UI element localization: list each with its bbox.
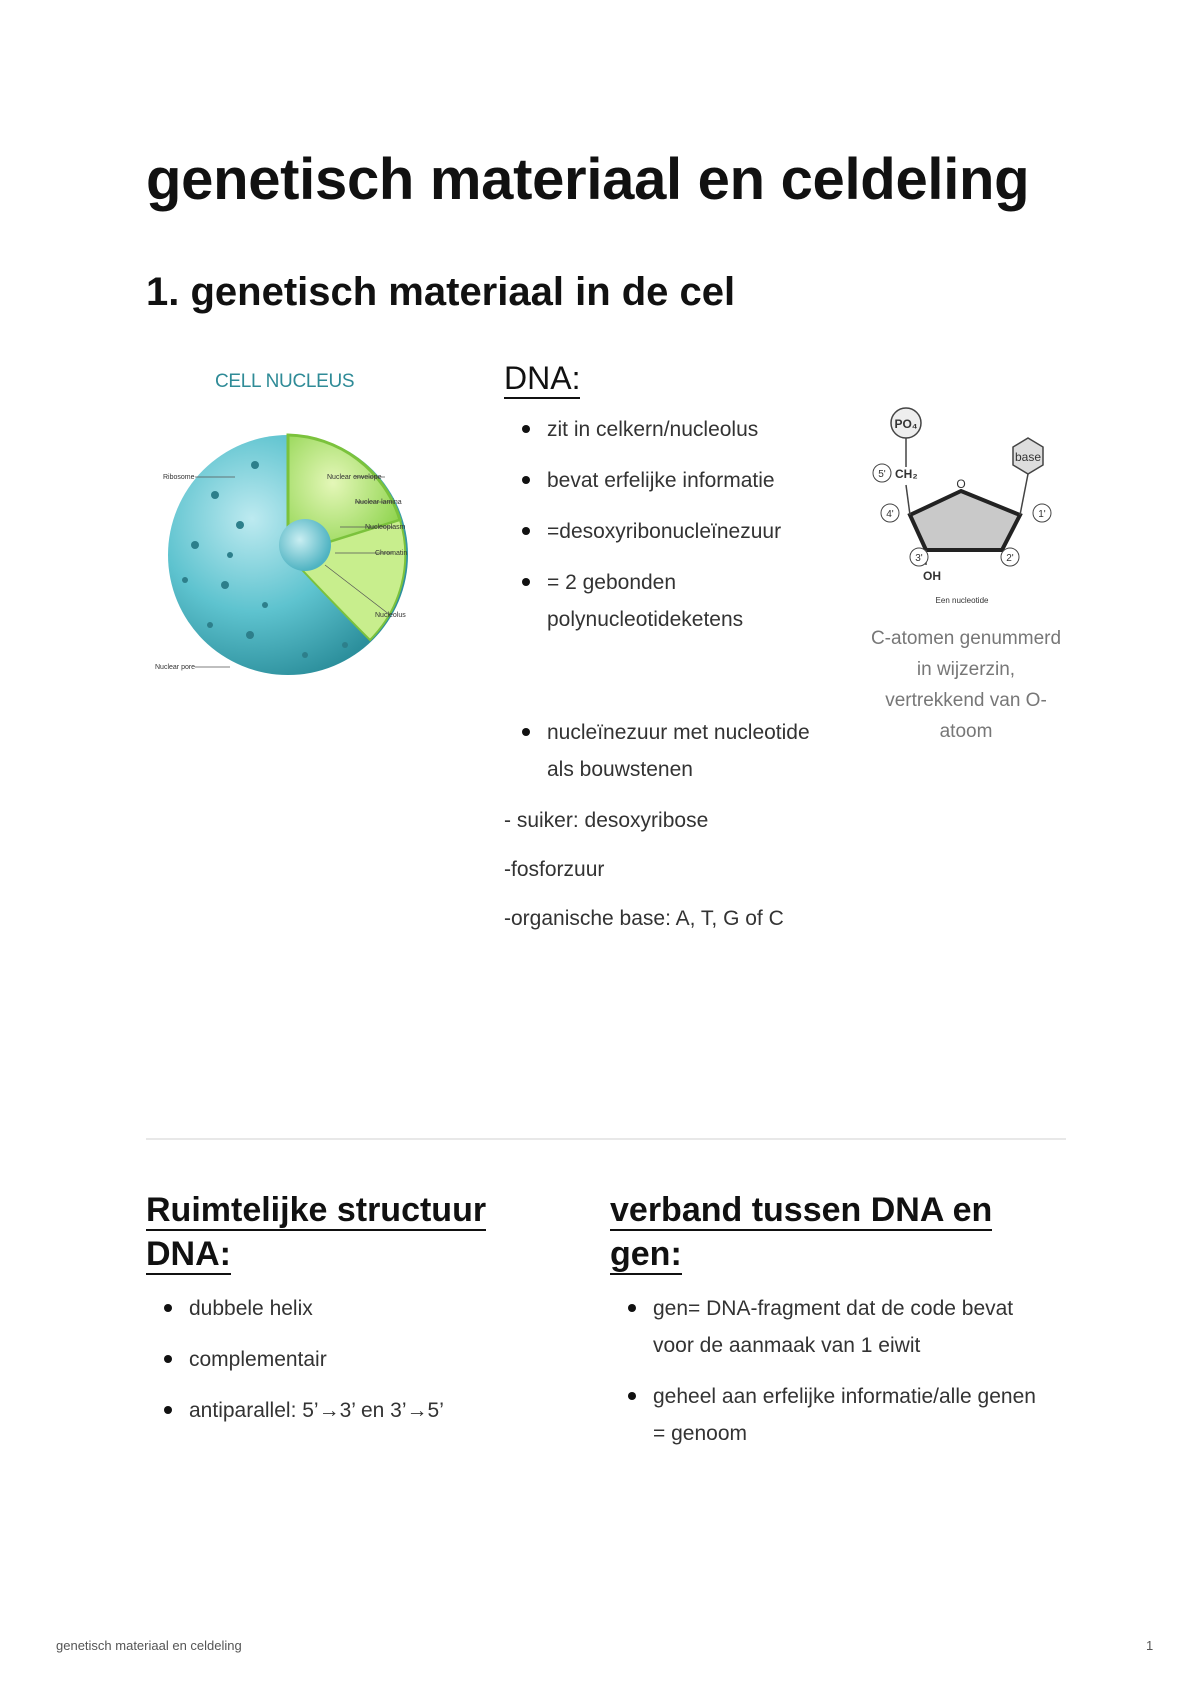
list-item: nucleïnezuur met nucleotide als bouwstenen	[504, 714, 834, 788]
label-base: base	[1014, 450, 1042, 464]
ruimtelijke-list	[146, 1290, 566, 1429]
footer-page-number: 1	[1146, 1638, 1154, 1653]
dna-line-base: -organische base: A, T, G of C	[504, 906, 784, 930]
label-nucleolus: Nucleolus	[375, 612, 406, 619]
label-pore: Nuclear pore	[155, 664, 196, 671]
label-lamina: Nuclear lamina	[355, 499, 402, 506]
dna-line-sugar: - suiker: desoxyribose	[504, 808, 709, 832]
list-item: bevat erfelijke informatie	[504, 462, 834, 499]
verband-heading: verband tussen DNA en gen:	[610, 1191, 993, 1273]
label-ch2: CH₂	[895, 467, 918, 481]
list-item: dubbele helix	[146, 1290, 566, 1327]
dna-list	[504, 411, 834, 638]
divider	[146, 1138, 1066, 1140]
nucleotide-figure	[866, 405, 1066, 775]
dna-heading: DNA:	[504, 360, 580, 399]
label-c1: 1'	[1038, 509, 1046, 520]
page-title: genetisch materiaal en celdeling	[146, 147, 1030, 212]
label-oh: OH	[923, 569, 941, 583]
nucleotide-diagram	[866, 405, 1066, 610]
nucleus-figure-title: CELL NUCLEUS	[215, 371, 355, 392]
label-c3: 3'	[915, 553, 923, 564]
label-nucleotide-name: Een nucleotide	[935, 596, 989, 605]
cell-nucleus-illustration	[155, 405, 455, 685]
verband-section	[610, 1188, 1050, 1466]
label-c4: 4'	[886, 509, 894, 520]
label-envelope: Nuclear envelope	[327, 474, 382, 481]
label-o: O	[956, 477, 966, 491]
list-item: = 2 gebonden polynucleotideketens	[504, 564, 834, 638]
list-item: =desoxyribonucleïnezuur	[504, 513, 834, 550]
dna-section	[504, 360, 834, 949]
ruimtelijke-heading: Ruimtelijke structuur DNA:	[146, 1191, 487, 1273]
list-item: zit in celkern/nucleolus	[504, 411, 834, 448]
dna-line-phosphate: -fosforzuur	[504, 857, 605, 881]
list-item: gen= DNA-fragment dat de code bevat voor de aanmaak van 1 eiwit	[610, 1290, 1050, 1364]
label-ribosome: Ribosome	[163, 474, 195, 481]
list-item: antiparallel: 5’→3’ en 3’→5’	[146, 1392, 566, 1429]
footer-title: genetisch materiaal en celdeling	[56, 1638, 242, 1653]
verband-list	[610, 1290, 1050, 1452]
label-c5: 5'	[878, 469, 886, 480]
dna-list-2	[504, 714, 834, 788]
label-nucleoplasm: Nucleoplasm	[365, 524, 406, 531]
ruimtelijke-section	[146, 1188, 566, 1443]
nucleotide-caption: C-atomen genummerd in wijzerzin, vertrekkend van O-atoom	[870, 628, 1062, 742]
label-chromatin: Chromatin	[375, 550, 408, 557]
list-item: complementair	[146, 1341, 566, 1378]
sugar-ring	[910, 491, 1020, 550]
label-phosphate: PO₄	[894, 417, 918, 431]
label-c2: 2'	[1006, 553, 1014, 564]
cell-nucleus-figure	[155, 365, 455, 710]
nucleolus-shape	[279, 519, 331, 571]
list-item: geheel aan erfelijke informatie/alle genen = genoom	[610, 1378, 1050, 1452]
section-title: 1. genetisch materiaal in de cel	[146, 270, 736, 314]
